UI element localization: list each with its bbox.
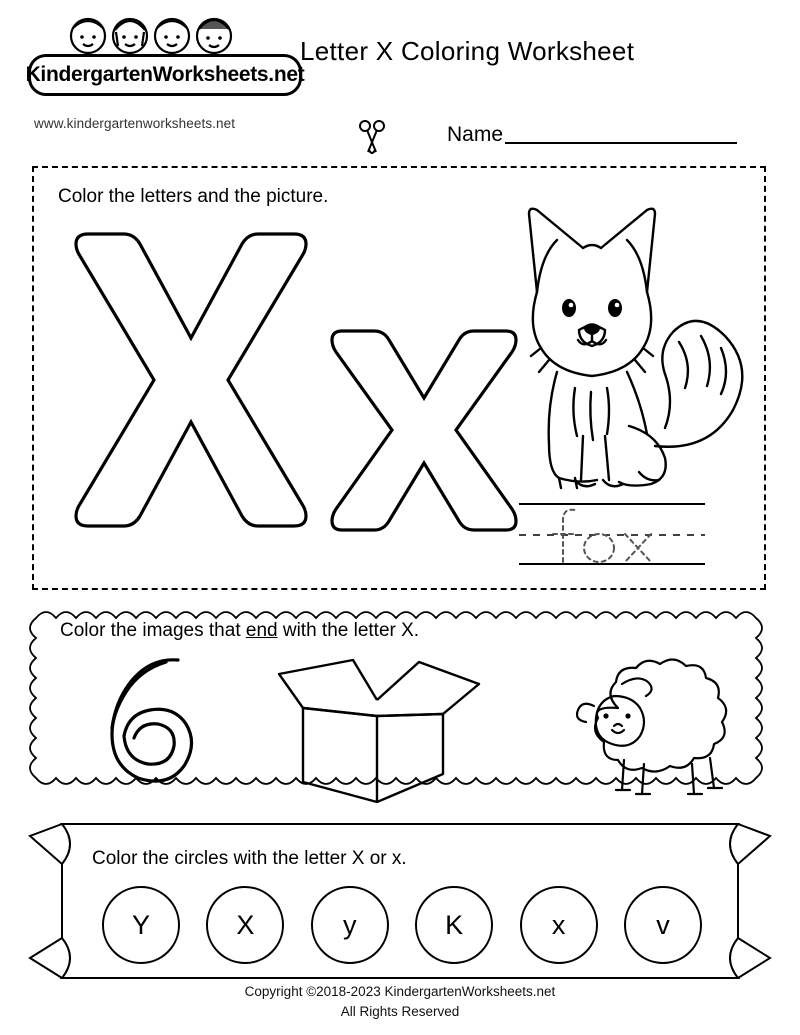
name-blank-line[interactable] bbox=[505, 123, 737, 144]
sheep-illustration-icon[interactable] bbox=[552, 644, 762, 804]
section-color-circles bbox=[22, 818, 778, 983]
letter-circles-row bbox=[102, 884, 702, 966]
trace-word-area[interactable] bbox=[517, 500, 707, 570]
letter-circle[interactable]: y bbox=[311, 886, 389, 964]
kids-illustration-icon bbox=[56, 12, 256, 60]
letter-circle[interactable]: K bbox=[415, 886, 493, 964]
site-url: www.kindergartenworksheets.net bbox=[34, 116, 236, 131]
letter-circle[interactable]: x bbox=[520, 886, 598, 964]
scissors-icon bbox=[352, 118, 392, 158]
section3-instruction: Color the circles with the letter X or x. bbox=[92, 848, 407, 869]
page-title: Letter X Coloring Worksheet bbox=[300, 36, 635, 66]
section-ends-with-x bbox=[22, 604, 778, 812]
logo-badge bbox=[25, 54, 305, 96]
section2-instruction bbox=[60, 620, 419, 642]
logo-text: KindergartenWorksheets.net bbox=[25, 63, 305, 86]
letter-circle[interactable]: X bbox=[206, 886, 284, 964]
fox-illustration-icon[interactable] bbox=[479, 196, 764, 496]
section2-instruction-before: Color the images that bbox=[60, 620, 246, 641]
rights-text: All Rights Reserved bbox=[340, 1004, 460, 1020]
site-logo[interactable] bbox=[25, 10, 305, 100]
page-footer bbox=[0, 982, 800, 1023]
name-field[interactable] bbox=[447, 123, 737, 147]
letter-circle[interactable]: Y bbox=[102, 886, 180, 964]
box-illustration-icon[interactable] bbox=[267, 656, 487, 806]
six-numeral-outline[interactable] bbox=[82, 648, 212, 788]
page-header bbox=[0, 0, 800, 160]
section2-instruction-underline: end bbox=[245, 620, 278, 641]
name-label: Name bbox=[447, 123, 504, 146]
section1-instruction: Color the letters and the picture. bbox=[58, 186, 329, 207]
section2-instruction-after: with the letter X. bbox=[277, 620, 420, 641]
copyright-text: Copyright ©2018-2023 KindergartenWorksheets.net bbox=[244, 984, 556, 999]
uppercase-x-outline[interactable] bbox=[66, 230, 316, 530]
section-color-letters bbox=[32, 166, 766, 590]
letter-circle[interactable]: v bbox=[624, 886, 702, 964]
